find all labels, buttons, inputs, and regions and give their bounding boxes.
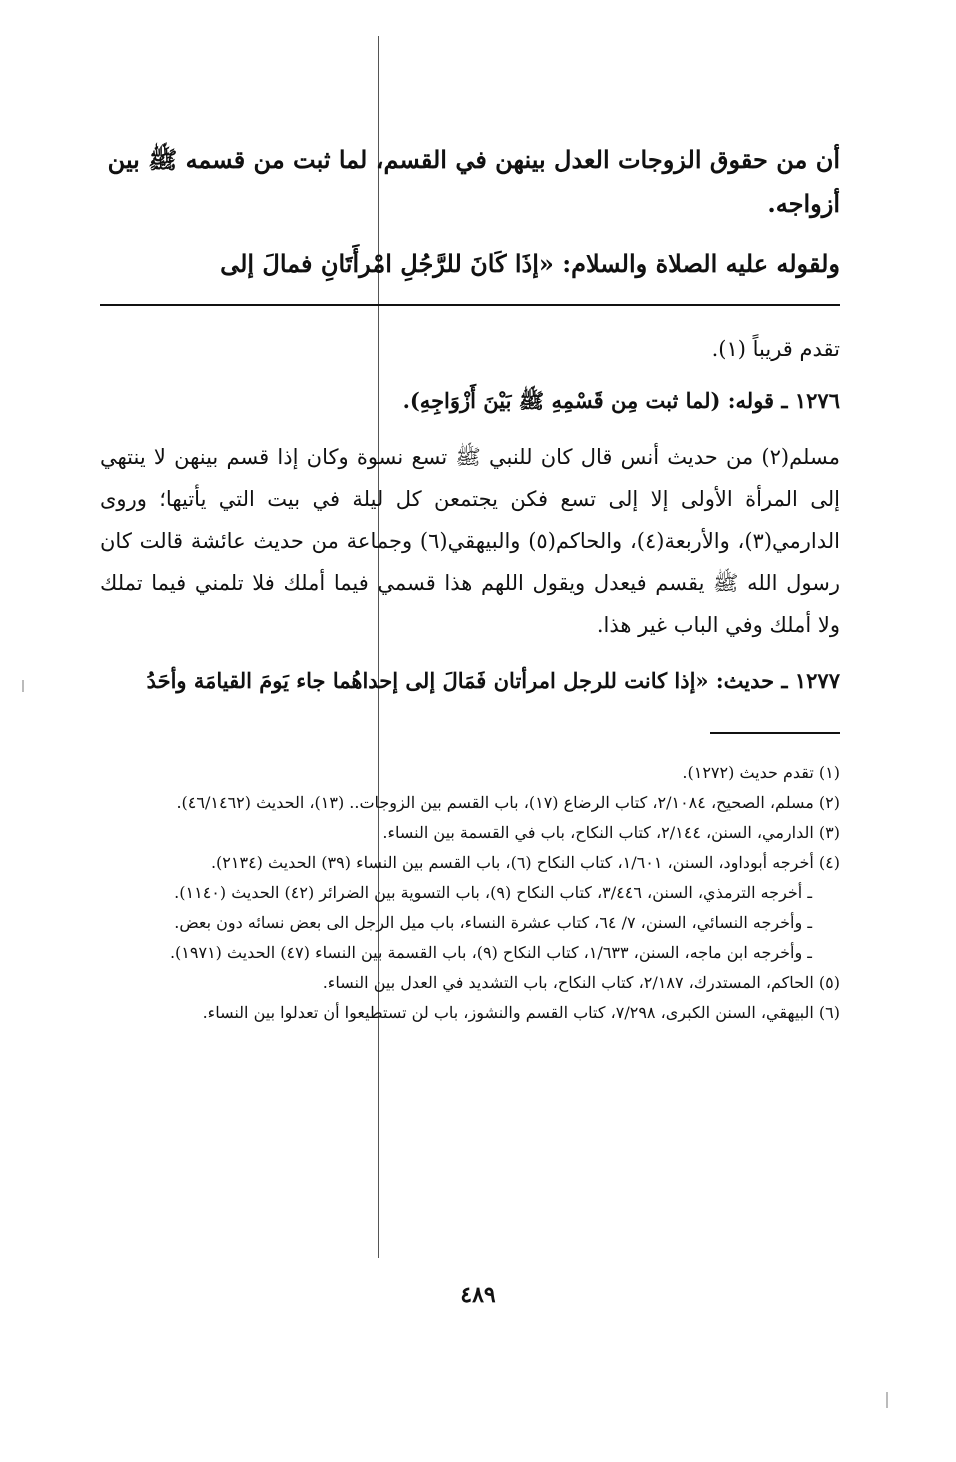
footnote: ـ أخرجه الترمذي، السنن، ٣/٤٤٦، كتاب النكاح (٩)، باب التسوية بين الضرائر (٤٢) الحديث (١١٤٠). (174, 883, 812, 902)
footnote: (٤) أخرجه أبوداود، السنن، ١/٦٠١، كتاب النكاح (٦)، باب القسم بين النساء (٣٩) الحديث (٢١٣٤). (210, 853, 840, 872)
page-number: ٤٨٩ (460, 1282, 496, 1308)
main-text-line: أن من حقوق الزوجات العدل بينهن في القسم، لما ثبت من قسمه ﷺ بين أزواجه. (107, 145, 840, 218)
page-content (100, 138, 840, 1028)
commentary-heading: ١٢٧٧ ـ حديث: «إذا كانت للرجل امرأتان فَمَالَ إلى إحداهُما جاء يَومَ القيامَة وأحَدُ (146, 668, 840, 693)
footnote-divider (710, 732, 840, 734)
footnote: (١) تقدم حديث (١٢٧٢). (682, 763, 840, 782)
commentary-intro: تقدم قريباً (١). (711, 337, 840, 361)
main-text-divider (100, 304, 840, 306)
main-text-line: ولقوله عليه الصلاة والسلام: «إذَا كَانَ للرَّجُلِ امْرأَتَانِ فمالَ إلى (220, 249, 840, 278)
footnote: ـ وأخرجه ابن ماجه، السنن، ١/٦٣٣، كتاب النكاح (٩)، باب القسمة بين النساء (٤٧) الحديث (١٩٧١). (169, 943, 812, 962)
footnotes (100, 758, 840, 1028)
scan-speck (886, 1392, 888, 1408)
footnote: (٢) مسلم، الصحيح، ٢/١٠٨٤، كتاب الرضاع (١٧)، باب القسم بين الزوجات.. (١٣)، الحديث (٤٦/١٤٦٢). (176, 793, 840, 812)
footnote: ـ وأخرجه النسائي، السنن، ٧/ ٦٤، كتاب عشرة النساء، باب ميل الرجل الى بعض نسائه دون بعض. (174, 913, 812, 932)
commentary-section (100, 328, 840, 702)
footnote: (٦) البيهقي، السنن الكبرى، ٧/٢٩٨، كتاب القسم والنشوز، باب لن تستطيعوا أن تعدلوا بين النساء. (202, 1003, 840, 1022)
scan-speck (22, 680, 24, 692)
footnote: (٥) الحاكم، المستدرك، ٢/١٨٧، كتاب النكاح، باب التشديد في العدل بين النساء. (322, 973, 840, 992)
footnote: (٣) الدارمي، السنن، ٢/١٤٤، كتاب النكاح، باب في القسمة بين النساء. (382, 823, 840, 842)
commentary-heading: ١٢٧٦ ـ قوله: (لما ثبت مِن قَسْمِهِ ﷺ بَيْنَ أَزْوَاجِهِ). (402, 388, 840, 413)
commentary-paragraph: مسلم(٢) من حديث أنس قال كان للنبي ﷺ تسع نسوة وكان إذا قسم بينهن لا ينتهي إلى المرأة الأولى إلا إلى تسع فكن يجتمعن كل ليلة في بيت التي يأتيها؛ وروى الدارمي(٣)، والأربعة(٤)، والحاكم(٥) والبيهقي(٦) وجماعة من حديث عائشة قالت كان رسول الله ﷺ يقسم فيعدل ويقول اللهم هذا قسمي فيما أملك فلا تلمني فيما تملك ولا أملك وفي الباب غير هذا. (100, 445, 840, 637)
